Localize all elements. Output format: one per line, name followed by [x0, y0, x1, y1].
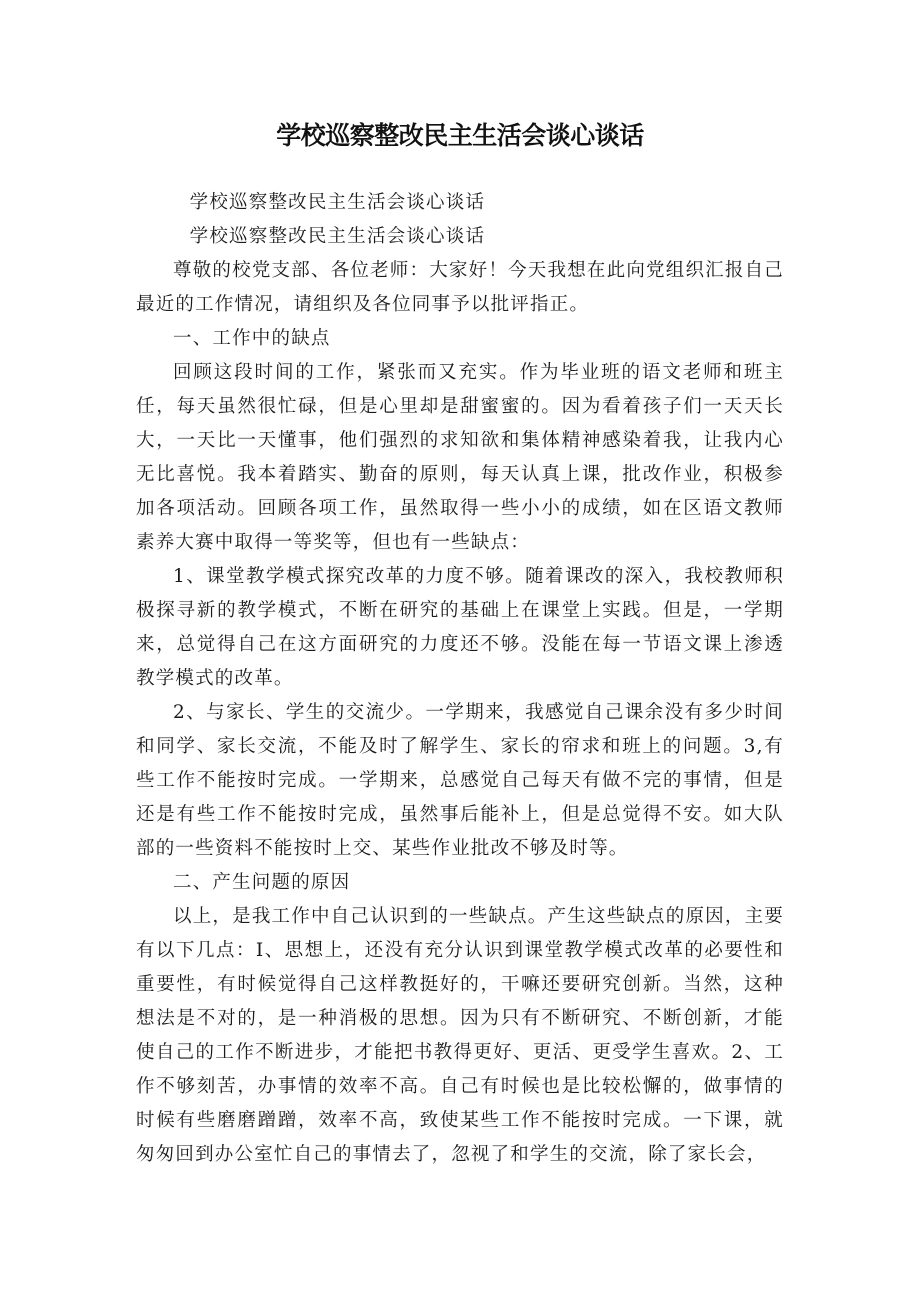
- review-paragraph: 回顾这段时间的工作，紧张而又充实。作为毕业班的语文老师和班主任，每天虽然很忙碌，但是心里却是甜蜜蜜的。因为看着孩子们一天天长大，一天比一天懂事，他们强烈的求知欲和集体精神感染着我，让我内心无比喜悦。我本着踏实、勤奋的原则，每天认真上课，批改作业，积极参加各项活动。回顾各项工作，虽然取得一些小小的成绩，如在区语文教师素养大赛中取得一等奖等，但也有一些缺点：: [136, 362, 784, 553]
- causes-paragraph: 以上，是我工作中自己认识到的一些缺点。产生这些缺点的原因，主要有以下几点：I、思想上，还没有充分认识到课堂教学模式改革的必要性和重要性，有时候觉得自己这样教挺好的，干嘛还要研究创新。当然，这种想法是不对的，是一种消极的思想。因为只有不断研究、不断创新，才能使自己的工作不断进步，才能把书教得更好、更活、更受学生喜欢。2、工作不够刻苦，办事情的效率不高。自己有时候也是比较松懈的，做事情的时候有些磨磨蹭蹭，效率不高，致使某些工作不能按时完成。一下课，就匆匆回到办公室忙自己的事情去了，忽视了和学生的交流，除了家长会，: [136, 906, 784, 1165]
- greeting-paragraph: 尊敬的校党支部、各位老师：大家好！今天我想在此向党组织汇报自己最近的工作情况，请组织及各位同事予以批评指正。: [136, 260, 784, 315]
- shortcoming-item-2: 2、与家长、学生的交流少。一学期来，我感觉自己课余没有多少时间和同学、家长交流，不能及时了解学生、家长的帘求和班上的问题。3,有些工作不能按时完成。一学期来，总感觉自己每天有做不完的事情，但是还是有些工作不能按时完成，虽然事后能补上，但是总觉得不安。如大队部的一些资料不能按时上交、某些作业批改不够及时等。: [136, 702, 784, 859]
- document-body: [136, 186, 784, 1172]
- subtitle-line-2: 学校巡察整改民主生活会谈心谈话: [189, 226, 486, 247]
- section-heading-shortcomings: 一、工作中的缺点: [173, 328, 331, 349]
- section-heading-causes: 二、产生问题的原因: [173, 872, 351, 893]
- shortcoming-item-1: 1、课堂教学模式探究改革的力度不够。随着课改的深入，我校教师积极探寻新的教学模式，不断在研究的基础上在课堂上实践。但是，一学期来，总觉得自己在这方面研究的力度还不够。没能在每一节语文课上渗透教学模式的改革。: [136, 566, 784, 689]
- subtitle-line-1: 学校巡察整改民主生活会谈心谈话: [189, 192, 486, 213]
- document-title: 学校巡察整改民主生活会谈心谈话: [276, 121, 644, 150]
